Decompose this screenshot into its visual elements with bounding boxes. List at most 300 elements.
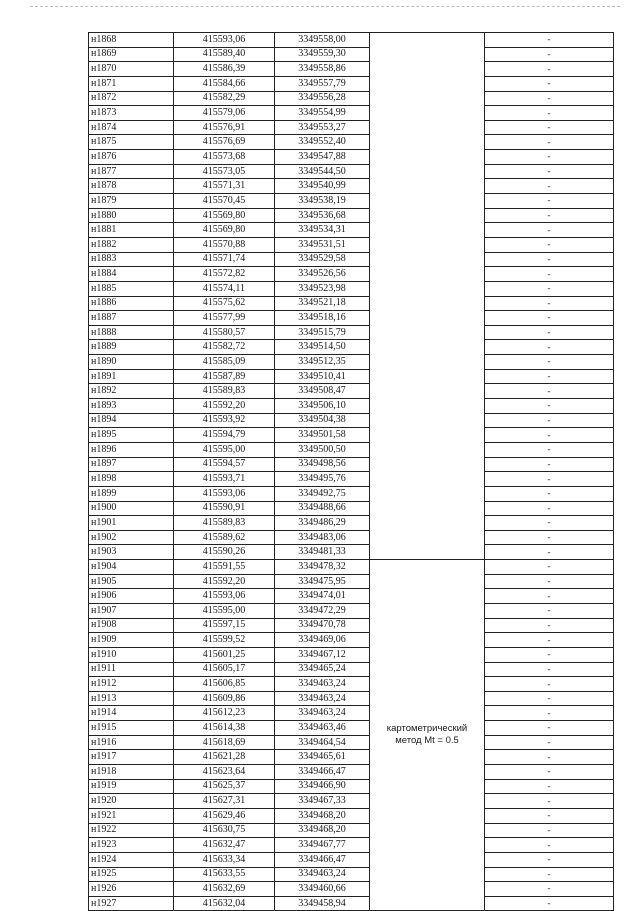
y-coordinate-cell: 3349478,32 — [275, 560, 370, 575]
x-coordinate-cell: 415570,88 — [174, 237, 275, 252]
y-coordinate-cell: 3349515,79 — [275, 325, 370, 340]
note-cell: - — [485, 179, 614, 194]
y-coordinate-cell: 3349558,86 — [275, 62, 370, 77]
table-row — [89, 574, 614, 589]
table-row — [89, 325, 614, 340]
x-coordinate-cell: 415609,86 — [174, 691, 275, 706]
x-coordinate-cell: 415589,83 — [174, 516, 275, 531]
method-cell — [370, 560, 485, 911]
x-coordinate-cell: 415589,40 — [174, 47, 275, 62]
table-row — [89, 472, 614, 487]
point-id-cell: н1897 — [89, 457, 174, 472]
table-row — [89, 603, 614, 618]
y-coordinate-cell: 3349504,38 — [275, 413, 370, 428]
x-coordinate-cell: 415576,91 — [174, 120, 275, 135]
x-coordinate-cell: 415592,20 — [174, 399, 275, 414]
note-cell: - — [485, 296, 614, 311]
note-cell: - — [485, 33, 614, 48]
y-coordinate-cell: 3349460,66 — [275, 882, 370, 897]
y-coordinate-cell: 3349464,54 — [275, 735, 370, 750]
table-row — [89, 91, 614, 106]
table-row — [89, 281, 614, 296]
note-cell: - — [485, 603, 614, 618]
y-coordinate-cell: 3349465,61 — [275, 750, 370, 765]
note-cell: - — [485, 896, 614, 911]
y-coordinate-cell: 3349536,68 — [275, 208, 370, 223]
y-coordinate-cell: 3349553,27 — [275, 120, 370, 135]
note-cell: - — [485, 194, 614, 209]
x-coordinate-cell: 415569,80 — [174, 223, 275, 238]
y-coordinate-cell: 3349557,79 — [275, 76, 370, 91]
y-coordinate-cell: 3349526,56 — [275, 267, 370, 282]
y-coordinate-cell: 3349498,56 — [275, 457, 370, 472]
note-cell: - — [485, 311, 614, 326]
x-coordinate-cell: 415594,79 — [174, 428, 275, 443]
x-coordinate-cell: 415633,34 — [174, 852, 275, 867]
point-id-cell: н1904 — [89, 560, 174, 575]
point-id-cell: н1906 — [89, 589, 174, 604]
table-row — [89, 545, 614, 560]
point-id-cell: н1872 — [89, 91, 174, 106]
table-row — [89, 706, 614, 721]
x-coordinate-cell: 415591,55 — [174, 560, 275, 575]
x-coordinate-cell: 415632,04 — [174, 896, 275, 911]
note-cell: - — [485, 808, 614, 823]
note-cell: - — [485, 516, 614, 531]
x-coordinate-cell: 415614,38 — [174, 721, 275, 736]
point-id-cell: н1888 — [89, 325, 174, 340]
y-coordinate-cell: 3349463,46 — [275, 721, 370, 736]
point-id-cell: н1927 — [89, 896, 174, 911]
note-cell: - — [485, 164, 614, 179]
note-cell: - — [485, 501, 614, 516]
y-coordinate-cell: 3349556,28 — [275, 91, 370, 106]
y-coordinate-cell: 3349467,77 — [275, 838, 370, 853]
table-row — [89, 355, 614, 370]
x-coordinate-cell: 415571,74 — [174, 252, 275, 267]
note-cell: - — [485, 267, 614, 282]
note-cell: - — [485, 867, 614, 882]
table-row — [89, 47, 614, 62]
note-cell: - — [485, 399, 614, 414]
table-row — [89, 340, 614, 355]
point-id-cell: н1885 — [89, 281, 174, 296]
y-coordinate-cell: 3349466,47 — [275, 852, 370, 867]
point-id-cell: н1912 — [89, 677, 174, 692]
note-cell: - — [485, 545, 614, 560]
table-row — [89, 106, 614, 121]
table-row — [89, 867, 614, 882]
y-coordinate-cell: 3349475,95 — [275, 574, 370, 589]
x-coordinate-cell: 415569,80 — [174, 208, 275, 223]
note-cell: - — [485, 369, 614, 384]
x-coordinate-cell: 415593,06 — [174, 589, 275, 604]
table-row — [89, 882, 614, 897]
x-coordinate-cell: 415582,29 — [174, 91, 275, 106]
note-cell: - — [485, 765, 614, 780]
x-coordinate-cell: 415593,92 — [174, 413, 275, 428]
y-coordinate-cell: 3349466,47 — [275, 765, 370, 780]
point-id-cell: н1899 — [89, 486, 174, 501]
note-cell: - — [485, 106, 614, 121]
point-id-cell: н1896 — [89, 442, 174, 457]
note-cell: - — [485, 823, 614, 838]
point-id-cell: н1926 — [89, 882, 174, 897]
x-coordinate-cell: 415574,11 — [174, 281, 275, 296]
table-row — [89, 296, 614, 311]
method-cell-empty — [370, 33, 485, 560]
point-id-cell: н1886 — [89, 296, 174, 311]
note-cell: - — [485, 691, 614, 706]
x-coordinate-cell: 415629,46 — [174, 808, 275, 823]
y-coordinate-cell: 3349483,06 — [275, 530, 370, 545]
table-row — [89, 208, 614, 223]
x-coordinate-cell: 415632,47 — [174, 838, 275, 853]
point-id-cell: н1870 — [89, 62, 174, 77]
table-row — [89, 194, 614, 209]
y-coordinate-cell: 3349465,24 — [275, 662, 370, 677]
point-id-cell: н1884 — [89, 267, 174, 282]
table-row — [89, 823, 614, 838]
x-coordinate-cell: 415570,45 — [174, 194, 275, 209]
x-coordinate-cell: 415589,83 — [174, 384, 275, 399]
point-id-cell: н1873 — [89, 106, 174, 121]
y-coordinate-cell: 3349458,94 — [275, 896, 370, 911]
x-coordinate-cell: 415586,39 — [174, 62, 275, 77]
x-coordinate-cell: 415593,71 — [174, 472, 275, 487]
table-row — [89, 691, 614, 706]
point-id-cell: н1915 — [89, 721, 174, 736]
x-coordinate-cell: 415590,26 — [174, 545, 275, 560]
x-coordinate-cell: 415595,00 — [174, 603, 275, 618]
table-row — [89, 120, 614, 135]
note-cell: - — [485, 91, 614, 106]
point-id-cell: н1890 — [89, 355, 174, 370]
x-coordinate-cell: 415630,75 — [174, 823, 275, 838]
x-coordinate-cell: 415595,00 — [174, 442, 275, 457]
table-row — [89, 413, 614, 428]
table-row — [89, 457, 614, 472]
note-cell: - — [485, 794, 614, 809]
y-coordinate-cell: 3349508,47 — [275, 384, 370, 399]
y-coordinate-cell: 3349488,66 — [275, 501, 370, 516]
table-row — [89, 501, 614, 516]
x-coordinate-cell: 415594,57 — [174, 457, 275, 472]
y-coordinate-cell: 3349469,06 — [275, 633, 370, 648]
note-cell: - — [485, 120, 614, 135]
note-cell: - — [485, 47, 614, 62]
y-coordinate-cell: 3349463,24 — [275, 867, 370, 882]
table-row — [89, 33, 614, 48]
table-row — [89, 808, 614, 823]
x-coordinate-cell: 415575,62 — [174, 296, 275, 311]
note-cell: - — [485, 135, 614, 150]
point-id-cell: н1869 — [89, 47, 174, 62]
x-coordinate-cell: 415593,06 — [174, 486, 275, 501]
table-row — [89, 794, 614, 809]
table-row — [89, 164, 614, 179]
point-id-cell: н1919 — [89, 779, 174, 794]
table-row — [89, 589, 614, 604]
x-coordinate-cell: 415571,31 — [174, 179, 275, 194]
note-cell: - — [485, 428, 614, 443]
point-id-cell: н1881 — [89, 223, 174, 238]
note-cell: - — [485, 647, 614, 662]
y-coordinate-cell: 3349521,18 — [275, 296, 370, 311]
note-cell: - — [485, 486, 614, 501]
table-row — [89, 252, 614, 267]
y-coordinate-cell: 3349463,24 — [275, 677, 370, 692]
y-coordinate-cell: 3349538,19 — [275, 194, 370, 209]
x-coordinate-cell: 415572,82 — [174, 267, 275, 282]
table-row — [89, 369, 614, 384]
note-cell: - — [485, 852, 614, 867]
point-id-cell: н1874 — [89, 120, 174, 135]
point-id-cell: н1908 — [89, 618, 174, 633]
x-coordinate-cell: 415576,69 — [174, 135, 275, 150]
y-coordinate-cell: 3349474,01 — [275, 589, 370, 604]
note-cell: - — [485, 735, 614, 750]
x-coordinate-cell: 415633,55 — [174, 867, 275, 882]
point-id-cell: н1871 — [89, 76, 174, 91]
point-id-cell: н1907 — [89, 603, 174, 618]
point-id-cell: н1902 — [89, 530, 174, 545]
note-cell: - — [485, 838, 614, 853]
note-cell: - — [485, 706, 614, 721]
x-coordinate-cell: 415632,69 — [174, 882, 275, 897]
y-coordinate-cell: 3349463,24 — [275, 706, 370, 721]
point-id-cell: н1905 — [89, 574, 174, 589]
y-coordinate-cell: 3349500,50 — [275, 442, 370, 457]
note-cell: - — [485, 472, 614, 487]
table-row — [89, 896, 614, 911]
note-cell: - — [485, 574, 614, 589]
y-coordinate-cell: 3349463,24 — [275, 691, 370, 706]
x-coordinate-cell: 415621,28 — [174, 750, 275, 765]
coordinates-table — [88, 32, 614, 911]
x-coordinate-cell: 415623,64 — [174, 765, 275, 780]
table-row — [89, 516, 614, 531]
x-coordinate-cell: 415606,85 — [174, 677, 275, 692]
note-cell: - — [485, 662, 614, 677]
point-id-cell: н1879 — [89, 194, 174, 209]
y-coordinate-cell: 3349468,20 — [275, 808, 370, 823]
y-coordinate-cell: 3349481,33 — [275, 545, 370, 560]
table-row — [89, 750, 614, 765]
y-coordinate-cell: 3349552,40 — [275, 135, 370, 150]
x-coordinate-cell: 415625,37 — [174, 779, 275, 794]
point-id-cell: н1878 — [89, 179, 174, 194]
y-coordinate-cell: 3349544,50 — [275, 164, 370, 179]
point-id-cell: н1909 — [89, 633, 174, 648]
y-coordinate-cell: 3349467,12 — [275, 647, 370, 662]
note-cell: - — [485, 340, 614, 355]
table-row — [89, 852, 614, 867]
point-id-cell: н1924 — [89, 852, 174, 867]
method-label-line1: картометрический — [386, 723, 468, 735]
point-id-cell: н1910 — [89, 647, 174, 662]
table-row — [89, 399, 614, 414]
point-id-cell: н1894 — [89, 413, 174, 428]
x-coordinate-cell: 415627,31 — [174, 794, 275, 809]
table-row — [89, 662, 614, 677]
note-cell: - — [485, 779, 614, 794]
table-row — [89, 76, 614, 91]
note-cell: - — [485, 237, 614, 252]
y-coordinate-cell: 3349529,58 — [275, 252, 370, 267]
note-cell: - — [485, 677, 614, 692]
point-id-cell: н1868 — [89, 33, 174, 48]
y-coordinate-cell: 3349492,75 — [275, 486, 370, 501]
x-coordinate-cell: 415601,25 — [174, 647, 275, 662]
y-coordinate-cell: 3349523,98 — [275, 281, 370, 296]
table-row — [89, 384, 614, 399]
y-coordinate-cell: 3349531,51 — [275, 237, 370, 252]
x-coordinate-cell: 415589,62 — [174, 530, 275, 545]
note-cell: - — [485, 413, 614, 428]
note-cell: - — [485, 223, 614, 238]
x-coordinate-cell: 415573,68 — [174, 150, 275, 165]
point-id-cell: н1882 — [89, 237, 174, 252]
point-id-cell: н1922 — [89, 823, 174, 838]
note-cell: - — [485, 750, 614, 765]
x-coordinate-cell: 415605,17 — [174, 662, 275, 677]
y-coordinate-cell: 3349486,29 — [275, 516, 370, 531]
note-cell: - — [485, 355, 614, 370]
y-coordinate-cell: 3349547,88 — [275, 150, 370, 165]
y-coordinate-cell: 3349468,20 — [275, 823, 370, 838]
y-coordinate-cell: 3349559,30 — [275, 47, 370, 62]
table-row — [89, 721, 614, 736]
note-cell: - — [485, 442, 614, 457]
y-coordinate-cell: 3349506,10 — [275, 399, 370, 414]
note-cell: - — [485, 76, 614, 91]
x-coordinate-cell: 415590,91 — [174, 501, 275, 516]
table-row — [89, 765, 614, 780]
point-id-cell: н1917 — [89, 750, 174, 765]
point-id-cell: н1921 — [89, 808, 174, 823]
point-id-cell: н1916 — [89, 735, 174, 750]
table-row — [89, 311, 614, 326]
y-coordinate-cell: 3349534,31 — [275, 223, 370, 238]
point-id-cell: н1901 — [89, 516, 174, 531]
y-coordinate-cell: 3349501,58 — [275, 428, 370, 443]
y-coordinate-cell: 3349466,90 — [275, 779, 370, 794]
y-coordinate-cell: 3349472,29 — [275, 603, 370, 618]
table-row — [89, 677, 614, 692]
y-coordinate-cell: 3349510,41 — [275, 369, 370, 384]
table-row — [89, 560, 614, 575]
note-cell: - — [485, 560, 614, 575]
y-coordinate-cell: 3349540,99 — [275, 179, 370, 194]
note-cell: - — [485, 633, 614, 648]
note-cell: - — [485, 208, 614, 223]
x-coordinate-cell: 415585,09 — [174, 355, 275, 370]
x-coordinate-cell: 415584,66 — [174, 76, 275, 91]
point-id-cell: н1900 — [89, 501, 174, 516]
method-label-line2: метод Mt = 0.5 — [395, 735, 459, 747]
table-row — [89, 633, 614, 648]
point-id-cell: н1911 — [89, 662, 174, 677]
note-cell: - — [485, 882, 614, 897]
note-cell: - — [485, 150, 614, 165]
x-coordinate-cell: 415577,99 — [174, 311, 275, 326]
x-coordinate-cell: 415599,52 — [174, 633, 275, 648]
note-cell: - — [485, 325, 614, 340]
y-coordinate-cell: 3349467,33 — [275, 794, 370, 809]
table-row — [89, 838, 614, 853]
note-cell: - — [485, 589, 614, 604]
point-id-cell: н1898 — [89, 472, 174, 487]
point-id-cell: н1903 — [89, 545, 174, 560]
point-id-cell: н1914 — [89, 706, 174, 721]
point-id-cell: н1918 — [89, 765, 174, 780]
point-id-cell: н1891 — [89, 369, 174, 384]
x-coordinate-cell: 415618,69 — [174, 735, 275, 750]
point-id-cell: н1893 — [89, 399, 174, 414]
point-id-cell: н1889 — [89, 340, 174, 355]
table-row — [89, 267, 614, 282]
point-id-cell: н1876 — [89, 150, 174, 165]
point-id-cell: н1887 — [89, 311, 174, 326]
table-row — [89, 135, 614, 150]
y-coordinate-cell: 3349470,78 — [275, 618, 370, 633]
table-row — [89, 150, 614, 165]
point-id-cell: н1875 — [89, 135, 174, 150]
point-id-cell: н1877 — [89, 164, 174, 179]
x-coordinate-cell: 415580,57 — [174, 325, 275, 340]
note-cell: - — [485, 457, 614, 472]
note-cell: - — [485, 62, 614, 77]
table-row — [89, 442, 614, 457]
point-id-cell: н1923 — [89, 838, 174, 853]
table-row — [89, 223, 614, 238]
x-coordinate-cell: 415579,06 — [174, 106, 275, 121]
y-coordinate-cell: 3349495,76 — [275, 472, 370, 487]
table-row — [89, 179, 614, 194]
x-coordinate-cell: 415612,23 — [174, 706, 275, 721]
table-row — [89, 486, 614, 501]
x-coordinate-cell: 415587,89 — [174, 369, 275, 384]
point-id-cell: н1892 — [89, 384, 174, 399]
point-id-cell: н1920 — [89, 794, 174, 809]
y-coordinate-cell: 3349518,16 — [275, 311, 370, 326]
note-cell: - — [485, 721, 614, 736]
table-row — [89, 779, 614, 794]
table-row — [89, 618, 614, 633]
page-top-rule — [30, 6, 620, 8]
table-row — [89, 735, 614, 750]
note-cell: - — [485, 618, 614, 633]
table-row — [89, 647, 614, 662]
note-cell: - — [485, 384, 614, 399]
point-id-cell: н1880 — [89, 208, 174, 223]
x-coordinate-cell: 415573,05 — [174, 164, 275, 179]
y-coordinate-cell: 3349512,35 — [275, 355, 370, 370]
y-coordinate-cell: 3349554,99 — [275, 106, 370, 121]
coordinates-table-body — [89, 33, 614, 911]
table-row — [89, 530, 614, 545]
table-row — [89, 237, 614, 252]
y-coordinate-cell: 3349558,00 — [275, 33, 370, 48]
x-coordinate-cell: 415593,06 — [174, 33, 275, 48]
point-id-cell: н1925 — [89, 867, 174, 882]
note-cell: - — [485, 530, 614, 545]
point-id-cell: н1895 — [89, 428, 174, 443]
table-row — [89, 62, 614, 77]
x-coordinate-cell: 415597,15 — [174, 618, 275, 633]
note-cell: - — [485, 252, 614, 267]
